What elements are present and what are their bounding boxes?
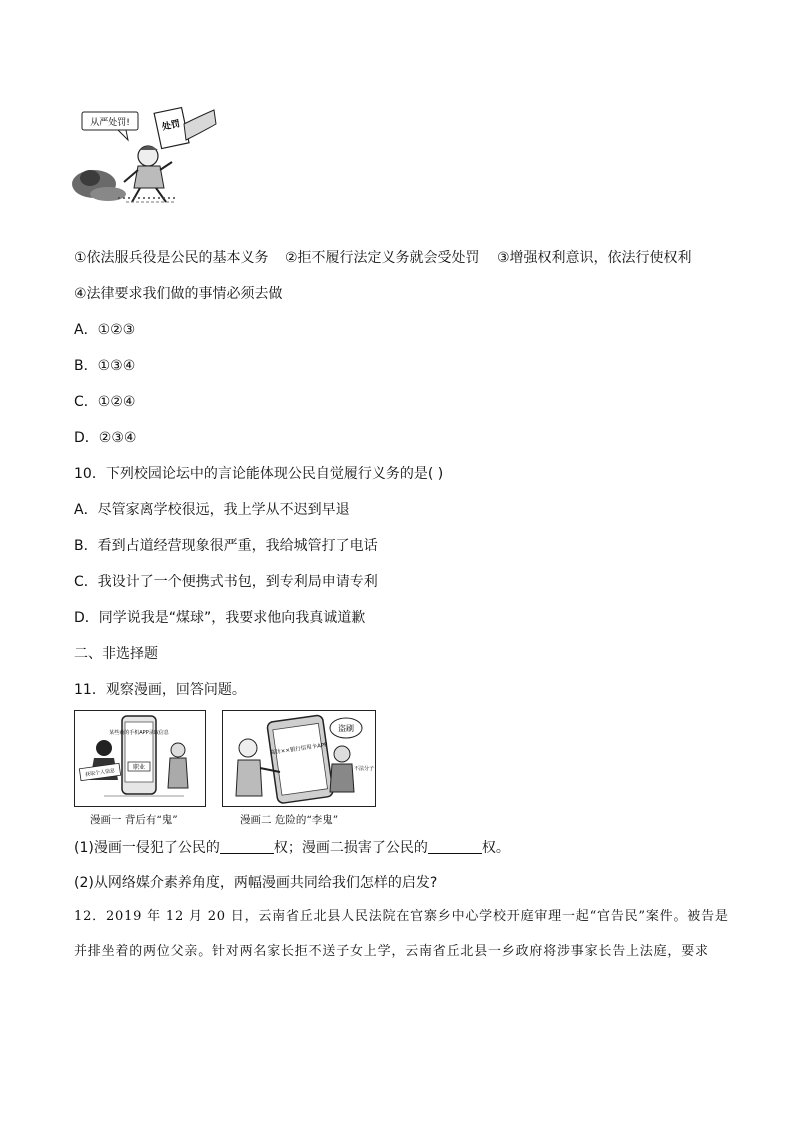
q10-option-b[interactable]: B．看到占道经营现象很严重，我给城管打了电话: [74, 538, 378, 554]
q11-cartoon-1: [74, 710, 206, 807]
q9-speech-bubble-text: 从严处罚!: [90, 118, 130, 128]
q11-subquestion-2: (2)从网络媒介素养角度，两幅漫画共同给我们怎样的启发?: [74, 875, 438, 891]
q9-option-a[interactable]: A．①②③: [74, 322, 136, 338]
q9-option-d[interactable]: D．②③④: [74, 430, 137, 446]
q9-option-b[interactable]: B．①③④: [74, 358, 136, 374]
answer-blank-1[interactable]: [220, 839, 274, 854]
q11-cartoon-1-caption: 漫画一 背后有“鬼”: [90, 814, 178, 826]
cartoon-1-banner-text: 获取个人信息: [84, 767, 116, 779]
cartoon-2-bubble-text: 盗刷: [338, 724, 354, 733]
q11-cartoon-2-caption: 漫画二 危险的“李鬼”: [240, 814, 339, 826]
q12-paragraph-line-1: 12．2019 年 12 月 20 日，云南省丘北县人民法院在官寨乡中心学校开庭审理一起“官告民”案件。被告是: [74, 909, 729, 924]
q10-option-c[interactable]: C．我设计了一个便携式书包，到专利局申请专利: [74, 574, 378, 590]
q12-paragraph-line-2: 并排坐着的两位父亲。针对两名家长拒不送子女上学，云南省丘北县一乡政府将涉事家长告上法庭，要求: [74, 944, 709, 959]
q10-option-a[interactable]: A．尽管家离学校很远，我上学从不迟到早退: [74, 502, 350, 518]
cartoon-2-side-text: 不法分子: [353, 766, 375, 772]
answer-blank-2[interactable]: [428, 839, 482, 854]
q10-option-d[interactable]: D．同学说我是“煤球”，我要求他向我真诚道歉: [74, 610, 366, 626]
q9-paper-text: 处罚: [161, 119, 182, 133]
q11-subquestion-1: [74, 838, 510, 858]
q9-statement-2: ②拒不履行法定义务就会受处罚: [285, 250, 480, 266]
q9-statement-4: ④法律要求我们做的事情必须去做: [74, 286, 283, 302]
q9-statement-1: ①依法服兵役是公民的基本义务: [74, 250, 269, 266]
q10-stem: 10．下列校园论坛中的言论能体现公民自觉履行义务的是( ): [74, 466, 444, 482]
q9-statement-3: ③增强权利意识，依法行使权利: [497, 250, 692, 266]
section-heading: 二、非选择题: [74, 646, 158, 662]
q9-cartoon-illustration: [68, 104, 218, 206]
q11-sub1-part-c: 权。: [481, 840, 510, 856]
cartoon-1-badge-text: 职业: [132, 764, 146, 771]
cartoon-2-phone-text: 高仿××银行信用卡APP: [269, 742, 328, 757]
cartoon-1-phone-text: 某些商的手机APP录取信息: [109, 730, 169, 736]
q9-option-c[interactable]: C．①②④: [74, 394, 136, 410]
q11-sub1-part-b: 权；漫画二损害了公民的: [273, 840, 428, 856]
q11-sub1-part-a: (1)漫画一侵犯了公民的: [74, 840, 220, 856]
q11-stem: 11．观察漫画，回答问题。: [74, 682, 246, 698]
q11-cartoon-2: [222, 710, 376, 807]
